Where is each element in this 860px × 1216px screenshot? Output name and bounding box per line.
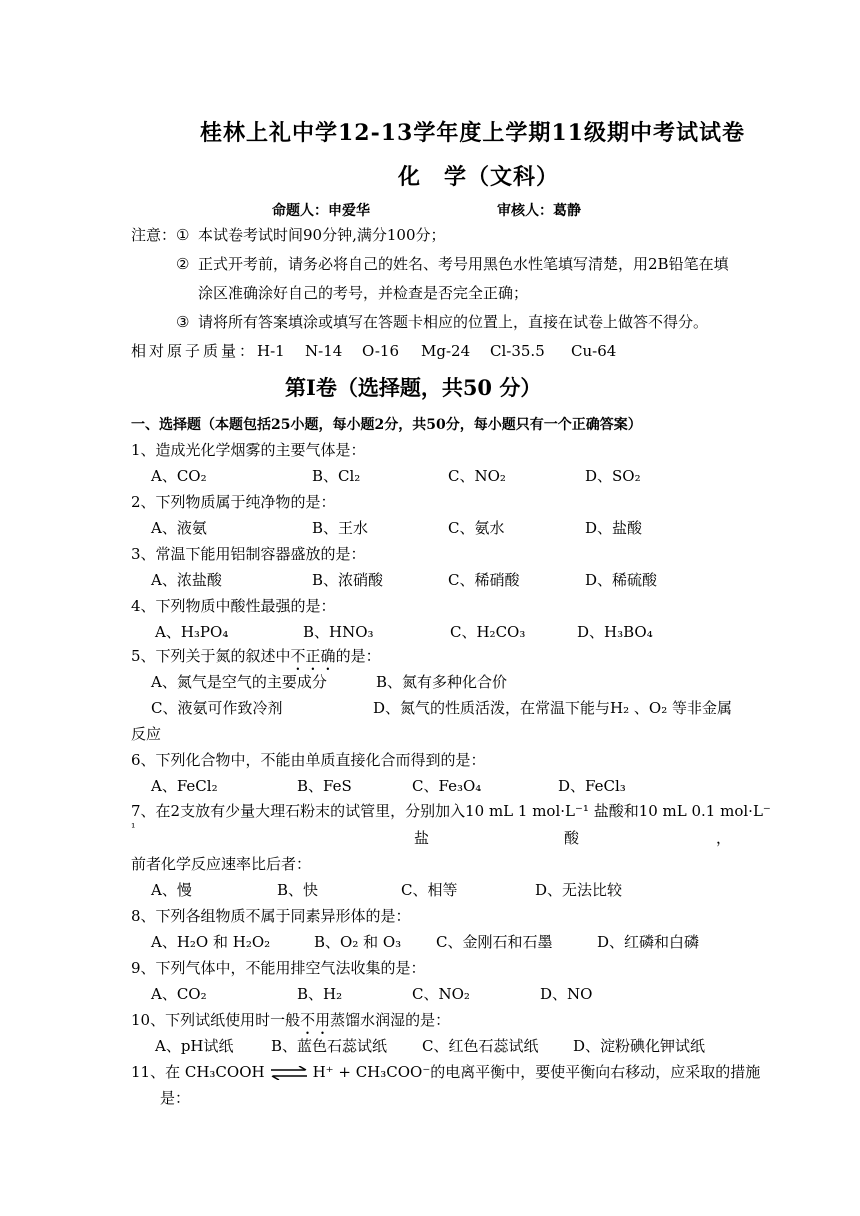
exam-title: 桂林上礼中学12-13学年度上学期11级期中考试试卷 bbox=[200, 120, 745, 146]
note-3: 请将所有答案填涂或填写在答题卡相应的位置上，直接在试卷上做答不得分。 bbox=[198, 313, 709, 331]
question-10-emphasis: 不用 bbox=[300, 1011, 331, 1029]
question-10-stem bbox=[131, 1010, 450, 1038]
question-4-option-d: D、H₃BO₄ bbox=[577, 623, 653, 641]
question-5-stem-pre: 5、下列关于氮的叙述中 bbox=[131, 647, 291, 665]
question-10-option-a: A、pH试纸 bbox=[155, 1037, 234, 1055]
question-11-stem-2: 是： bbox=[160, 1089, 191, 1107]
question-6-option-b: B、FeS bbox=[297, 777, 352, 795]
question-2-stem: 2、下列物质属于纯净物的是： bbox=[131, 493, 336, 511]
question-3-option-c: C、稀硝酸 bbox=[448, 571, 520, 589]
question-2-option-d: D、盐酸 bbox=[585, 519, 643, 537]
question-6-stem: 6、下列化合物中，不能由单质直接化合而得到的是： bbox=[131, 751, 486, 769]
atomic-mass-mg: Mg-24 bbox=[421, 342, 471, 360]
question-7-wrap-comma: ， bbox=[716, 829, 732, 847]
question-1-option-c: C、NO₂ bbox=[448, 467, 506, 485]
question-5-option-d-continued: 反应 bbox=[131, 725, 162, 743]
question-4-option-c: C、H₂CO₃ bbox=[450, 623, 526, 641]
question-9-option-c: C、NO₂ bbox=[412, 985, 470, 1003]
question-5-stem-post: 的是： bbox=[335, 647, 381, 665]
question-4-option-b: B、HNO₃ bbox=[303, 623, 374, 641]
question-8-option-a: A、H₂O 和 H₂O₂ bbox=[151, 933, 271, 951]
note-2-line2: 涂区准确涂好自己的考号，并检查是否完全正确； bbox=[198, 284, 529, 302]
question-7-option-a: A、慢 bbox=[151, 881, 192, 899]
question-11-stem-post: H⁺ + CH₃COO⁻的电离平衡中，要使平衡向右移动，应采取的措施 bbox=[312, 1063, 761, 1081]
question-9-option-b: B、H₂ bbox=[297, 985, 343, 1003]
atomic-mass-cl: Cl-35.5 bbox=[490, 342, 545, 360]
reviewer-name: 审核人：葛静 bbox=[497, 203, 581, 219]
question-10-option-d: D、淀粉碘化钾试纸 bbox=[573, 1037, 706, 1055]
question-4-option-a: A、H₃PO₄ bbox=[155, 623, 229, 641]
notes-label: 注意： bbox=[131, 226, 177, 244]
note-3-mark: ③ bbox=[176, 313, 190, 331]
atomic-mass-o: O-16 bbox=[362, 342, 400, 360]
question-5-option-a: A、氮气是空气的主要成分 bbox=[151, 673, 327, 691]
question-9-stem: 9、下列气体中，不能用排空气法收集的是： bbox=[131, 959, 426, 977]
question-11-stem-pre: 11、在 CH₃COOH bbox=[131, 1063, 265, 1081]
note-1-mark: ① bbox=[176, 226, 190, 244]
atomic-mass-label: 相对原子质量： bbox=[131, 342, 258, 360]
question-9-option-a: A、CO₂ bbox=[151, 985, 207, 1003]
question-7-option-d: D、无法比较 bbox=[535, 881, 623, 899]
question-6-option-c: C、Fe₃O₄ bbox=[412, 777, 482, 795]
question-8-option-d: D、红磷和白磷 bbox=[597, 933, 700, 951]
question-7-stem-2: 前者化学反应速率比后者： bbox=[131, 855, 312, 873]
question-10-option-b: B、蓝色石蕊试纸 bbox=[271, 1037, 388, 1055]
note-2-line1: 正式开考前，请务必将自己的姓名、考号用黑色水性笔填写清楚，用2B铅笔在填 bbox=[198, 255, 729, 273]
author-name: 命题人：申爱华 bbox=[272, 203, 370, 219]
question-2-option-c: C、氨水 bbox=[448, 519, 505, 537]
note-1: 本试卷考试时间90分钟,满分100分； bbox=[198, 226, 446, 244]
question-7-wrap-yan: 盐 bbox=[414, 829, 430, 847]
question-10-option-c: C、红色石蕊试纸 bbox=[422, 1037, 539, 1055]
question-5-emphasis: 不正确 bbox=[290, 647, 336, 665]
subject-title: 化 学（文科） bbox=[398, 164, 560, 190]
question-9-option-d: D、NO bbox=[540, 985, 593, 1003]
question-4-stem: 4、下列物质中酸性最强的是： bbox=[131, 597, 336, 615]
question-3-stem: 3、常温下能用铝制容器盛放的是： bbox=[131, 545, 366, 563]
atomic-mass-cu: Cu-64 bbox=[571, 342, 617, 360]
part-heading: 一、选择题（本题包括25小题，每小题2分，共50分，每小题只有一个正确答案） bbox=[131, 417, 642, 433]
question-5-option-c: C、液氨可作致冷剂 bbox=[151, 699, 283, 717]
question-6-option-a: A、FeCl₂ bbox=[151, 777, 218, 795]
question-7-stem: 7、在2支放有少量大理石粉末的试管里，分别加入10 mL 1 mol·L⁻¹ 盐酸和10 mL 0.1 mol·L⁻ bbox=[131, 802, 771, 820]
atomic-mass-h: H-1 bbox=[257, 342, 285, 360]
question-3-option-d: D、稀硫酸 bbox=[585, 571, 658, 589]
question-5-option-d: D、氮气的性质活泼，在常温下能与H₂ 、O₂ 等非金属 bbox=[373, 699, 732, 717]
question-6-option-d: D、FeCl₃ bbox=[558, 777, 626, 795]
question-10-stem-post: 蒸馏水润湿的是： bbox=[330, 1011, 451, 1029]
question-7-option-b: B、快 bbox=[277, 881, 319, 899]
question-1-option-b: B、Cl₂ bbox=[312, 467, 361, 485]
question-1-option-d: D、SO₂ bbox=[585, 467, 641, 485]
question-7-option-c: C、相等 bbox=[401, 881, 458, 899]
question-7-wrap-sup: ¹ bbox=[131, 821, 136, 834]
question-8-stem: 8、下列各组物质不属于同素异形体的是： bbox=[131, 907, 411, 925]
atomic-mass-n: N-14 bbox=[305, 342, 343, 360]
question-1-stem: 1、造成光化学烟雾的主要气体是： bbox=[131, 441, 366, 459]
section-heading: 第Ⅰ卷（选择题，共50 分） bbox=[285, 375, 542, 400]
question-8-option-c: C、金刚石和石墨 bbox=[436, 933, 553, 951]
question-3-option-a: A、浓盐酸 bbox=[151, 571, 222, 589]
question-1-option-a: A、CO₂ bbox=[151, 467, 207, 485]
question-2-option-b: B、王水 bbox=[312, 519, 369, 537]
question-10-stem-pre: 10、下列试纸使用时一般 bbox=[131, 1011, 301, 1029]
question-11-stem bbox=[131, 1062, 760, 1082]
question-5-option-b: B、氮有多种化合价 bbox=[376, 673, 508, 691]
question-2-option-a: A、液氨 bbox=[151, 519, 207, 537]
question-8-option-b: B、O₂ 和 O₃ bbox=[314, 933, 402, 951]
question-7-wrap-suan: 酸 bbox=[564, 829, 580, 847]
question-3-option-b: B、浓硝酸 bbox=[312, 571, 384, 589]
question-5-stem bbox=[131, 646, 381, 674]
equilibrium-arrow-icon bbox=[269, 1066, 309, 1080]
note-2-mark: ② bbox=[176, 255, 190, 273]
